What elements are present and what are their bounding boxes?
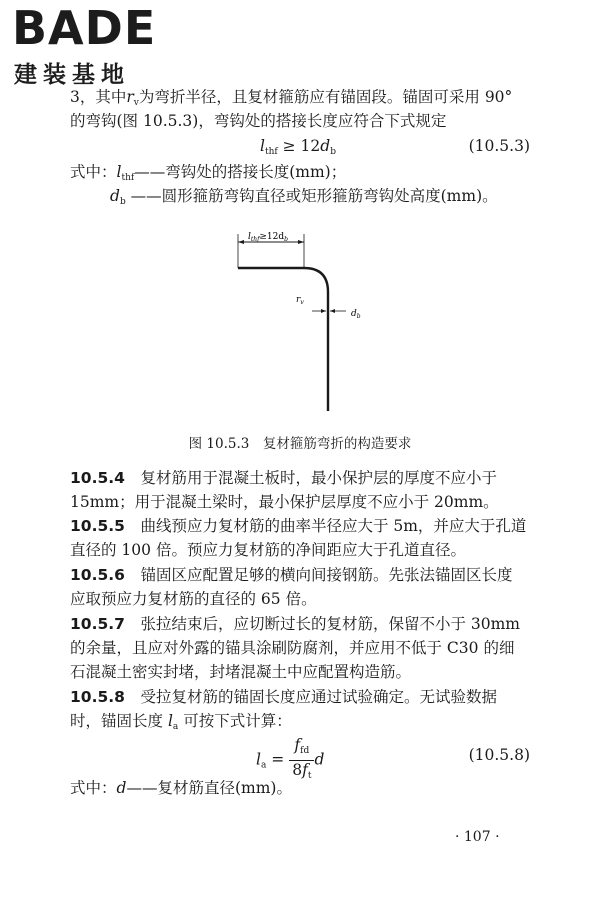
bend-radius-label: $r_v$	[296, 295, 304, 306]
clause-10-5-6-line-2: 应取预应力复材筋的直径的 65 倍。	[70, 590, 317, 608]
clause-number: 10.5.5	[70, 517, 125, 535]
clause-10-5-5-line-1: 10.5.5 曲线预应力复材筋的曲率半径应大于 5m，并应大于孔道	[70, 517, 527, 535]
page-number: · 107 ·	[455, 829, 500, 845]
para-1-line-1: 3，其中$r_v$为弯折半径，且复材箍筋应有锚固段。锚固可采用 90°	[70, 88, 513, 108]
equation-10-5-8: $l_a$ = $\frac{f_{fd}}{8f_t}$ d	[256, 736, 324, 785]
diameter-arrow-left	[321, 309, 326, 313]
dimension-label: $l_{thf}\ge 12d_b$	[248, 232, 288, 243]
equation-number-10-5-3: (10.5.3)	[468, 137, 530, 155]
where-line-3: 式中：d——复材筋直径(mm)。	[70, 779, 292, 797]
hook-bend-diagram	[230, 228, 390, 418]
figure-caption: 图 10.5.3 复材箍筋弯折的构造要求	[188, 436, 412, 452]
clause-10-5-7-line-3: 石混凝土密实封堵，封堵混凝土中应配置构造筋。	[70, 663, 412, 681]
fraction: $\frac{f_{fd}}{8f_t}$	[289, 736, 314, 785]
clause-10-5-6-line-1: 10.5.6 锚固区应配置足够的横向间接钢筋。先张法锚固区长度	[70, 566, 513, 584]
clause-number: 10.5.8	[70, 688, 125, 706]
clause-number: 10.5.4	[70, 469, 125, 487]
clause-10-5-5-line-2: 直径的 100 倍。预应力复材筋的净间距应大于孔道直径。	[70, 541, 466, 559]
diameter-arrow-right	[330, 309, 335, 313]
dimension-arrow-right	[298, 240, 304, 244]
where-line-1: 式中：$l_{thf}——$弯钩处的搭接长度(mm)；	[70, 163, 347, 183]
dimension-arrow-left	[238, 240, 244, 244]
clause-number: 10.5.6	[70, 566, 125, 584]
clause-10-5-4-line-1: 10.5.4 复材筋用于混凝土板时，最小保护层的厚度不应小于	[70, 469, 497, 487]
equation-10-5-3: $l_{thf} \ge 12d_b$	[260, 137, 336, 157]
bade-logo: BADE	[12, 1, 157, 55]
para-1-line-2: 的弯钩(图 10.5.3)，弯钩处的搭接长度应符合下式规定	[70, 112, 447, 130]
clause-10-5-8-line-1: 10.5.8 受拉复材筋的锚固长度应通过试验确定。无试验数据	[70, 688, 497, 706]
clause-number: 10.5.7	[70, 615, 125, 633]
bar-diameter-label: $d_b$	[351, 309, 361, 320]
clause-10-5-7-line-1: 10.5.7 张拉结束后，应切断过长的复材筋，保留不小于 30mm	[70, 615, 520, 633]
logo-subtitle: 建装基地	[14, 62, 130, 88]
clause-10-5-8-line-2: 时，锚固长度 $l_a$ 可按下式计算：	[70, 712, 292, 732]
clause-10-5-4-line-2: 15mm；用于混凝土梁时，最小保护层厚度不应小于 20mm。	[70, 493, 499, 511]
where-line-2: $d_b$ ——圆形箍筋弯钩直径或矩形箍筋弯钩处高度(mm)。	[110, 187, 498, 207]
clause-10-5-7-line-2: 的余量，且应对外露的锚具涂刷防腐剂，并应用不低于 C30 的细	[70, 639, 515, 657]
equation-number-10-5-8: (10.5.8)	[468, 746, 530, 764]
hook-bar	[238, 268, 328, 411]
